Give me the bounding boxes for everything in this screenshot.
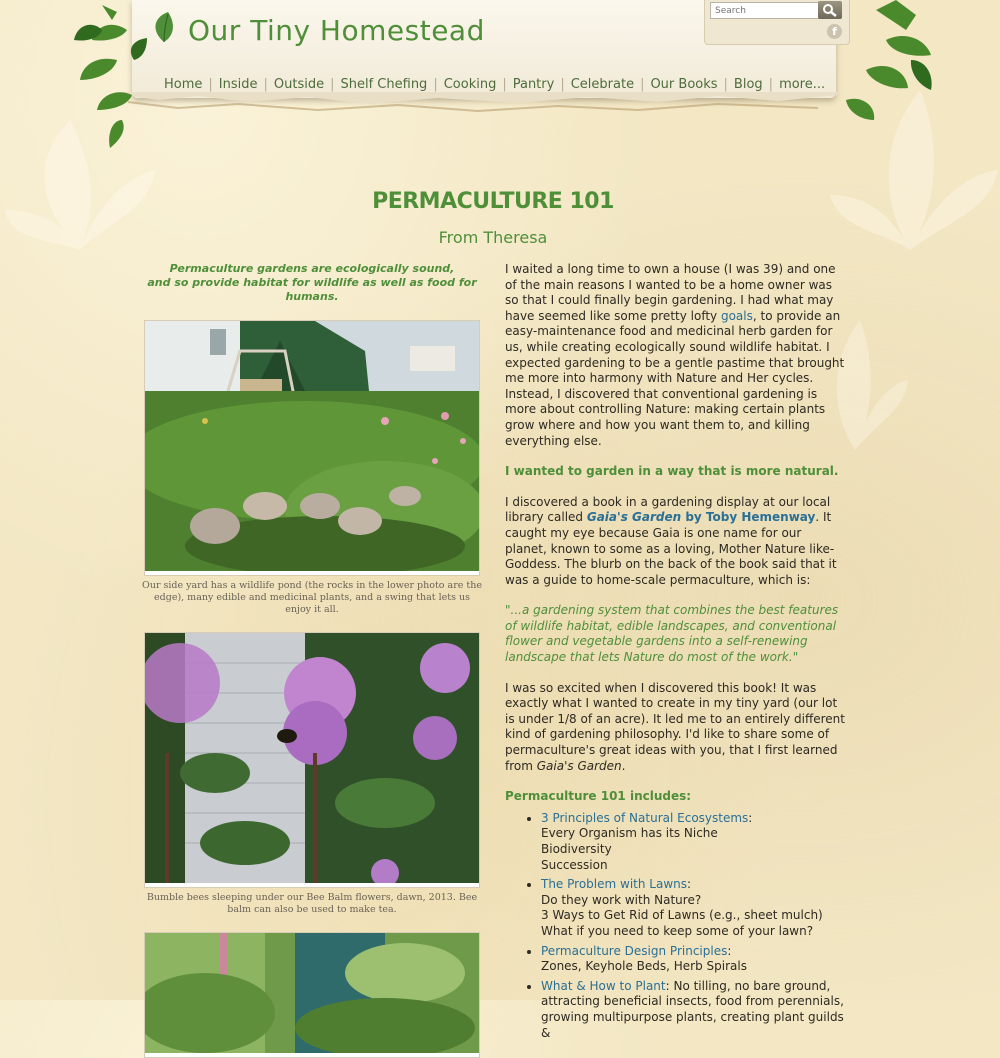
photo-bee-balm[interactable] bbox=[144, 632, 480, 888]
header-torn-edge bbox=[118, 92, 838, 114]
intro-caption-line1: Permaculture gardens are ecologically sound, bbox=[169, 262, 455, 275]
gaias-garden-link[interactable] bbox=[587, 510, 816, 524]
topics-list bbox=[505, 811, 845, 1041]
page-title: PERMACULTURE 101 bbox=[372, 189, 614, 214]
nav-separator: | bbox=[433, 76, 438, 92]
article-text: I was so excited when I discovered this book! It was exactly what I wanted to create in my tiny yard (our lot is under 1/8 of an acre). It led me to an entirely different kind of gardening philosophy. I'd like to share some of permaculture's great ideas with you, that I first learned from bbox=[505, 680, 845, 773]
nav-separator: | bbox=[560, 76, 565, 92]
photo-caption-pond: Our side yard has a wildlife pond (the rocks in the lower photo are the edge), many edible and medicinal plants, and a swing that lets us enjoy it all. bbox=[142, 580, 482, 615]
topic-colon: : bbox=[748, 810, 753, 825]
topic-link-plant[interactable]: What & How to Plant bbox=[541, 978, 666, 993]
topic-subline: What if you need to keep some of your lawn? bbox=[541, 923, 814, 938]
topic-colon: : No tilling, no bare ground, attracting beneficial insects, food from perennials, growing multipurpose plants, creating plant guilds & bbox=[541, 978, 844, 1040]
nav-item-pantry[interactable]: Pantry bbox=[512, 76, 555, 92]
garden-shed-photo-image bbox=[145, 933, 479, 1053]
bee-balm-photo-image bbox=[145, 633, 479, 883]
photo-wildlife-pond[interactable] bbox=[144, 320, 480, 576]
page-subtitle: From Theresa bbox=[438, 228, 548, 247]
nav-item-cooking[interactable]: Cooking bbox=[443, 76, 497, 92]
site-title[interactable]: Our Tiny Homestead bbox=[188, 14, 485, 47]
list-item bbox=[541, 979, 845, 1041]
goals-link[interactable]: goals bbox=[720, 308, 753, 323]
topic-colon: : bbox=[687, 877, 692, 892]
nav-separator: | bbox=[640, 76, 645, 92]
list-item bbox=[541, 811, 845, 873]
leaf-cluster-right-icon bbox=[836, 0, 936, 130]
nav-separator: | bbox=[263, 76, 268, 92]
article-text: . bbox=[621, 758, 626, 773]
nav-separator: | bbox=[330, 76, 335, 92]
topic-subline: 3 Ways to Get Rid of Lawns (e.g., sheet mulch) bbox=[541, 908, 823, 923]
list-item bbox=[541, 877, 845, 939]
intro-caption bbox=[140, 262, 484, 304]
nav-item-inside[interactable]: Inside bbox=[218, 76, 258, 92]
nav-separator: | bbox=[768, 76, 774, 92]
photo-caption-bee-balm: Bumble bees sleeping under our Bee Balm flowers, dawn, 2013. Bee balm can also be used to make tea. bbox=[146, 892, 478, 915]
topic-link-design[interactable]: Permaculture Design Principles bbox=[541, 943, 728, 958]
article-paragraph-3 bbox=[505, 681, 845, 775]
list-item bbox=[541, 944, 845, 975]
book-title-emphasis: Gaia's Garden bbox=[536, 758, 622, 773]
topic-link-lawns[interactable]: The Problem with Lawns bbox=[541, 877, 687, 892]
section-heading-natural: I wanted to garden in a way that is more natural. bbox=[505, 464, 839, 479]
facebook-icon[interactable]: f bbox=[827, 24, 842, 39]
topic-subline: Every Organism has its Niche bbox=[541, 826, 718, 841]
nav-separator: | bbox=[723, 76, 728, 92]
nav-item-home[interactable]: Home bbox=[164, 76, 203, 92]
garden-photo-image bbox=[145, 321, 479, 571]
article-text: I waited a long time to own a house (I was 39) and one of the main reasons I wanted to be a home owner was so that I could finally begin gardening. I had what may have seemed like some pretty lofty bbox=[505, 262, 836, 323]
left-column bbox=[140, 262, 484, 1058]
book-title[interactable]: Gaia's Garden bbox=[586, 510, 682, 525]
nav-item-more[interactable]: more... bbox=[779, 76, 826, 92]
nav-item-our-books[interactable]: Our Books bbox=[650, 76, 718, 92]
search-icon bbox=[818, 1, 842, 19]
search-input[interactable] bbox=[710, 2, 820, 19]
article-text: I discovered a book in a gardening display at our local library called bbox=[505, 494, 831, 525]
topic-subline: Zones, Keyhole Beds, Herb Spirals bbox=[541, 959, 747, 974]
section-heading-includes: Permaculture 101 includes: bbox=[505, 789, 692, 804]
main-nav bbox=[160, 74, 829, 94]
topic-link-principles[interactable]: 3 Principles of Natural Ecosystems bbox=[541, 810, 749, 825]
leaf-cluster-left-icon bbox=[72, 0, 152, 150]
nav-item-outside[interactable]: Outside bbox=[273, 76, 325, 92]
topic-subline: Do they work with Nature? bbox=[541, 892, 702, 907]
nav-separator: | bbox=[502, 76, 507, 92]
nav-item-blog[interactable]: Blog bbox=[733, 76, 763, 92]
permaculture-quote: "...a gardening system that combines the best features of wildlife habitat, edible landscapes, and conventional flower and vegetable gardens into a self-renewing landscape that lets Nature do most of the work." bbox=[505, 603, 839, 665]
nav-item-celebrate[interactable]: Celebrate bbox=[570, 76, 635, 92]
logo-leaf-icon bbox=[150, 10, 178, 44]
topic-subline: Succession bbox=[541, 857, 608, 872]
article-paragraph-2 bbox=[505, 495, 845, 589]
article-paragraph-1 bbox=[505, 262, 845, 449]
article-text: . It caught my eye because Gaia is one name for our planet, known to some as a loving, Mother Nature like-Goddess. The blurb on the back of the book said that it was a guide to home-scale permaculture, which is: bbox=[505, 510, 837, 587]
topic-colon: : bbox=[727, 943, 732, 958]
topic-subline: Biodiversity bbox=[541, 842, 612, 856]
photo-garden-shed[interactable] bbox=[144, 932, 480, 1058]
nav-separator: | bbox=[208, 76, 213, 92]
nav-item-shelf-chefing[interactable]: Shelf Chefing bbox=[340, 76, 428, 92]
article-body bbox=[505, 262, 845, 1045]
search-button[interactable] bbox=[818, 1, 842, 19]
book-author[interactable]: by Toby Hemenway bbox=[681, 510, 816, 525]
intro-caption-line2: and so provide habitat for wildlife as well as food for humans. bbox=[147, 276, 477, 303]
article-text: , to provide an easy-maintenance food and medicinal herb garden for us, while creating ecologically sound wildlife habitat. I expected gardening to be a gentle pastime that brought me more into harmony with Nature and Her cycles. Instead, I discovered that conventional gardening is more about controlling Nature: making certain plants grow where and how you want them to, and killing everything else. bbox=[505, 308, 845, 448]
